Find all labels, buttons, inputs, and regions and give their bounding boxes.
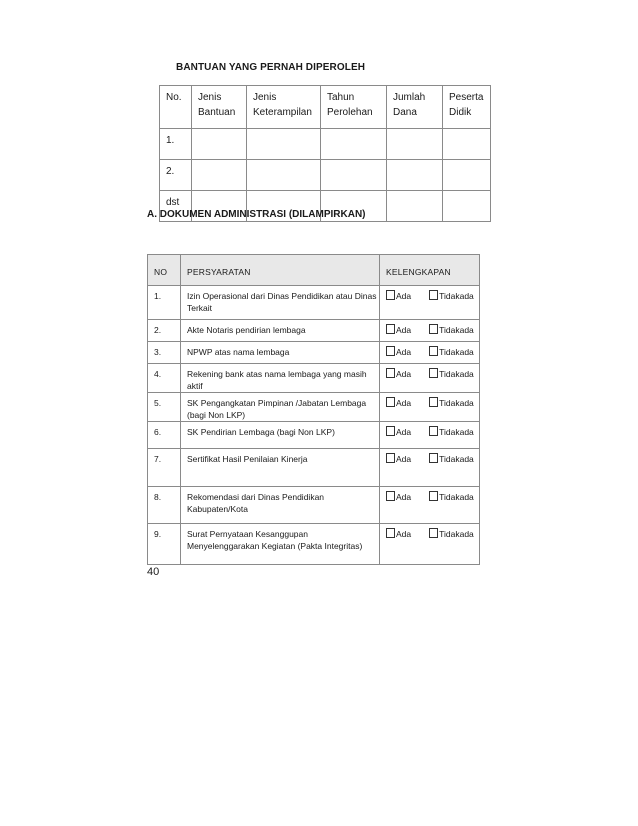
row-number: 7. — [148, 449, 181, 487]
kelengkapan-cell — [380, 422, 480, 449]
persyaratan-text: NPWP atas nama lembaga — [181, 342, 380, 364]
header-jenis-bantuan: Jenis Bantuan — [192, 86, 247, 129]
checkbox-icon[interactable] — [429, 346, 438, 356]
checkbox-icon[interactable] — [386, 528, 395, 538]
persyaratan-text: SK Pendirian Lembaga (bagi Non LKP) — [181, 422, 380, 449]
persyaratan-text: Rekening bank atas nama lembaga yang masih aktif — [181, 364, 380, 393]
bantuan-section-title: BANTUAN YANG PERNAH DIPEROLEH — [176, 62, 366, 73]
option-ada-label: Ada — [396, 325, 412, 335]
option-ada-label: Ada — [396, 369, 412, 379]
table-row — [148, 449, 480, 487]
row-number: 2. — [160, 160, 192, 191]
option-ada-label: Ada — [396, 398, 412, 408]
kelengkapan-cell — [380, 320, 480, 342]
dokumen-table — [147, 254, 480, 565]
checkbox-ada[interactable] — [386, 346, 411, 358]
table-row — [148, 342, 480, 364]
persyaratan-text: SK Pengangkatan Pimpinan /Jabatan Lembaga (bagi Non LKP) — [181, 393, 380, 422]
cell-jenis-bantuan[interactable] — [192, 160, 247, 191]
checkbox-icon[interactable] — [429, 324, 438, 334]
header-persyaratan: PERSYARATAN — [181, 255, 380, 286]
checkbox-icon[interactable] — [386, 324, 395, 334]
checkbox-icon[interactable] — [429, 368, 438, 378]
table-row — [148, 422, 480, 449]
table-row — [160, 160, 491, 191]
header-no: No. — [160, 86, 192, 129]
cell-jenis-keterampilan[interactable] — [247, 129, 321, 160]
header-kelengkapan: KELENGKAPAN — [380, 255, 480, 286]
kelengkapan-cell — [380, 524, 480, 565]
table-row — [148, 487, 480, 524]
table-row — [148, 524, 480, 565]
checkbox-tidakada[interactable] — [429, 368, 474, 380]
cell-peserta-didik[interactable] — [443, 129, 491, 160]
header-tahun-perolehan: Tahun Perolehan — [321, 86, 387, 129]
checkbox-ada[interactable] — [386, 290, 411, 302]
row-number: 5. — [148, 393, 181, 422]
checkbox-ada[interactable] — [386, 368, 411, 380]
bantuan-header-row — [160, 86, 491, 129]
option-ada-label: Ada — [396, 291, 412, 301]
row-number: dst — [160, 191, 192, 222]
option-tidakada-label: Tidakada — [439, 427, 474, 437]
kelengkapan-cell — [380, 449, 480, 487]
row-number: 1. — [148, 286, 181, 320]
row-number: 2. — [148, 320, 181, 342]
option-ada-label: Ada — [396, 492, 412, 502]
cell-jumlah-dana[interactable] — [387, 129, 443, 160]
checkbox-ada[interactable] — [386, 397, 411, 409]
row-number: 4. — [148, 364, 181, 393]
kelengkapan-cell — [380, 487, 480, 524]
option-tidakada-label: Tidakada — [439, 492, 474, 502]
table-row — [160, 129, 491, 160]
checkbox-tidakada[interactable] — [429, 453, 474, 465]
option-ada-label: Ada — [396, 427, 412, 437]
checkbox-ada[interactable] — [386, 491, 411, 503]
row-number: 9. — [148, 524, 181, 565]
option-tidakada-label: Tidakada — [439, 291, 474, 301]
checkbox-icon[interactable] — [429, 290, 438, 300]
cell-jenis-bantuan[interactable] — [192, 129, 247, 160]
cell-jenis-keterampilan[interactable] — [247, 160, 321, 191]
option-tidakada-label: Tidakada — [439, 454, 474, 464]
checkbox-icon[interactable] — [386, 346, 395, 356]
checkbox-tidakada[interactable] — [429, 491, 474, 503]
checkbox-icon[interactable] — [429, 426, 438, 436]
cell-peserta-didik[interactable] — [443, 160, 491, 191]
option-tidakada-label: Tidakada — [439, 325, 474, 335]
checkbox-tidakada[interactable] — [429, 528, 474, 540]
cell-jumlah-dana[interactable] — [387, 191, 443, 222]
checkbox-icon[interactable] — [386, 397, 395, 407]
cell-tahun-perolehan[interactable] — [321, 160, 387, 191]
option-tidakada-label: Tidakada — [439, 369, 474, 379]
kelengkapan-cell — [380, 393, 480, 422]
checkbox-icon[interactable] — [386, 368, 395, 378]
checkbox-tidakada[interactable] — [429, 426, 474, 438]
row-number: 1. — [160, 129, 192, 160]
table-row — [148, 364, 480, 393]
persyaratan-text: Surat Pernyataan Kesanggupan Menyelenggarakan Kegiatan (Pakta Integritas) — [181, 524, 380, 565]
checkbox-ada[interactable] — [386, 324, 411, 336]
dokumen-section-title: A. DOKUMEN ADMINISTRASI (DILAMPIRKAN) — [147, 209, 366, 220]
checkbox-icon[interactable] — [429, 453, 438, 463]
checkbox-ada[interactable] — [386, 453, 411, 465]
option-ada-label: Ada — [396, 454, 412, 464]
table-row — [148, 393, 480, 422]
persyaratan-text: Rekomendasi dari Dinas Pendidikan Kabupaten/Kota — [181, 487, 380, 524]
checkbox-icon[interactable] — [429, 528, 438, 538]
kelengkapan-cell — [380, 342, 480, 364]
checkbox-icon[interactable] — [429, 491, 438, 501]
checkbox-ada[interactable] — [386, 528, 411, 540]
header-jumlah-dana: Jumlah Dana — [387, 86, 443, 129]
checkbox-tidakada[interactable] — [429, 346, 474, 358]
checkbox-icon[interactable] — [429, 397, 438, 407]
checkbox-icon[interactable] — [386, 491, 395, 501]
table-row — [148, 320, 480, 342]
option-ada-label: Ada — [396, 529, 412, 539]
dokumen-header-row — [148, 255, 480, 286]
page-number: 40 — [147, 566, 160, 578]
cell-jumlah-dana[interactable] — [387, 160, 443, 191]
checkbox-icon[interactable] — [386, 290, 395, 300]
bantuan-table — [159, 85, 491, 222]
cell-tahun-perolehan[interactable] — [321, 129, 387, 160]
checkbox-tidakada[interactable] — [429, 290, 474, 302]
persyaratan-text: Akte Notaris pendirian lembaga — [181, 320, 380, 342]
row-number: 3. — [148, 342, 181, 364]
option-tidakada-label: Tidakada — [439, 347, 474, 357]
option-tidakada-label: Tidakada — [439, 398, 474, 408]
header-no: NO — [148, 255, 181, 286]
kelengkapan-cell — [380, 364, 480, 393]
checkbox-tidakada[interactable] — [429, 324, 474, 336]
kelengkapan-cell — [380, 286, 480, 320]
checkbox-ada[interactable] — [386, 426, 411, 438]
persyaratan-text: Sertifikat Hasil Penilaian Kinerja — [181, 449, 380, 487]
cell-peserta-didik[interactable] — [443, 191, 491, 222]
checkbox-icon[interactable] — [386, 453, 395, 463]
option-tidakada-label: Tidakada — [439, 529, 474, 539]
option-ada-label: Ada — [396, 347, 412, 357]
table-row — [148, 286, 480, 320]
row-number: 8. — [148, 487, 181, 524]
checkbox-icon[interactable] — [386, 426, 395, 436]
row-number: 6. — [148, 422, 181, 449]
checkbox-tidakada[interactable] — [429, 397, 474, 409]
header-jenis-keterampilan: Jenis Keterampilan — [247, 86, 321, 129]
persyaratan-text: Izin Operasional dari Dinas Pendidikan atau Dinas Terkait — [181, 286, 380, 320]
header-peserta-didik: Peserta Didik — [443, 86, 491, 129]
